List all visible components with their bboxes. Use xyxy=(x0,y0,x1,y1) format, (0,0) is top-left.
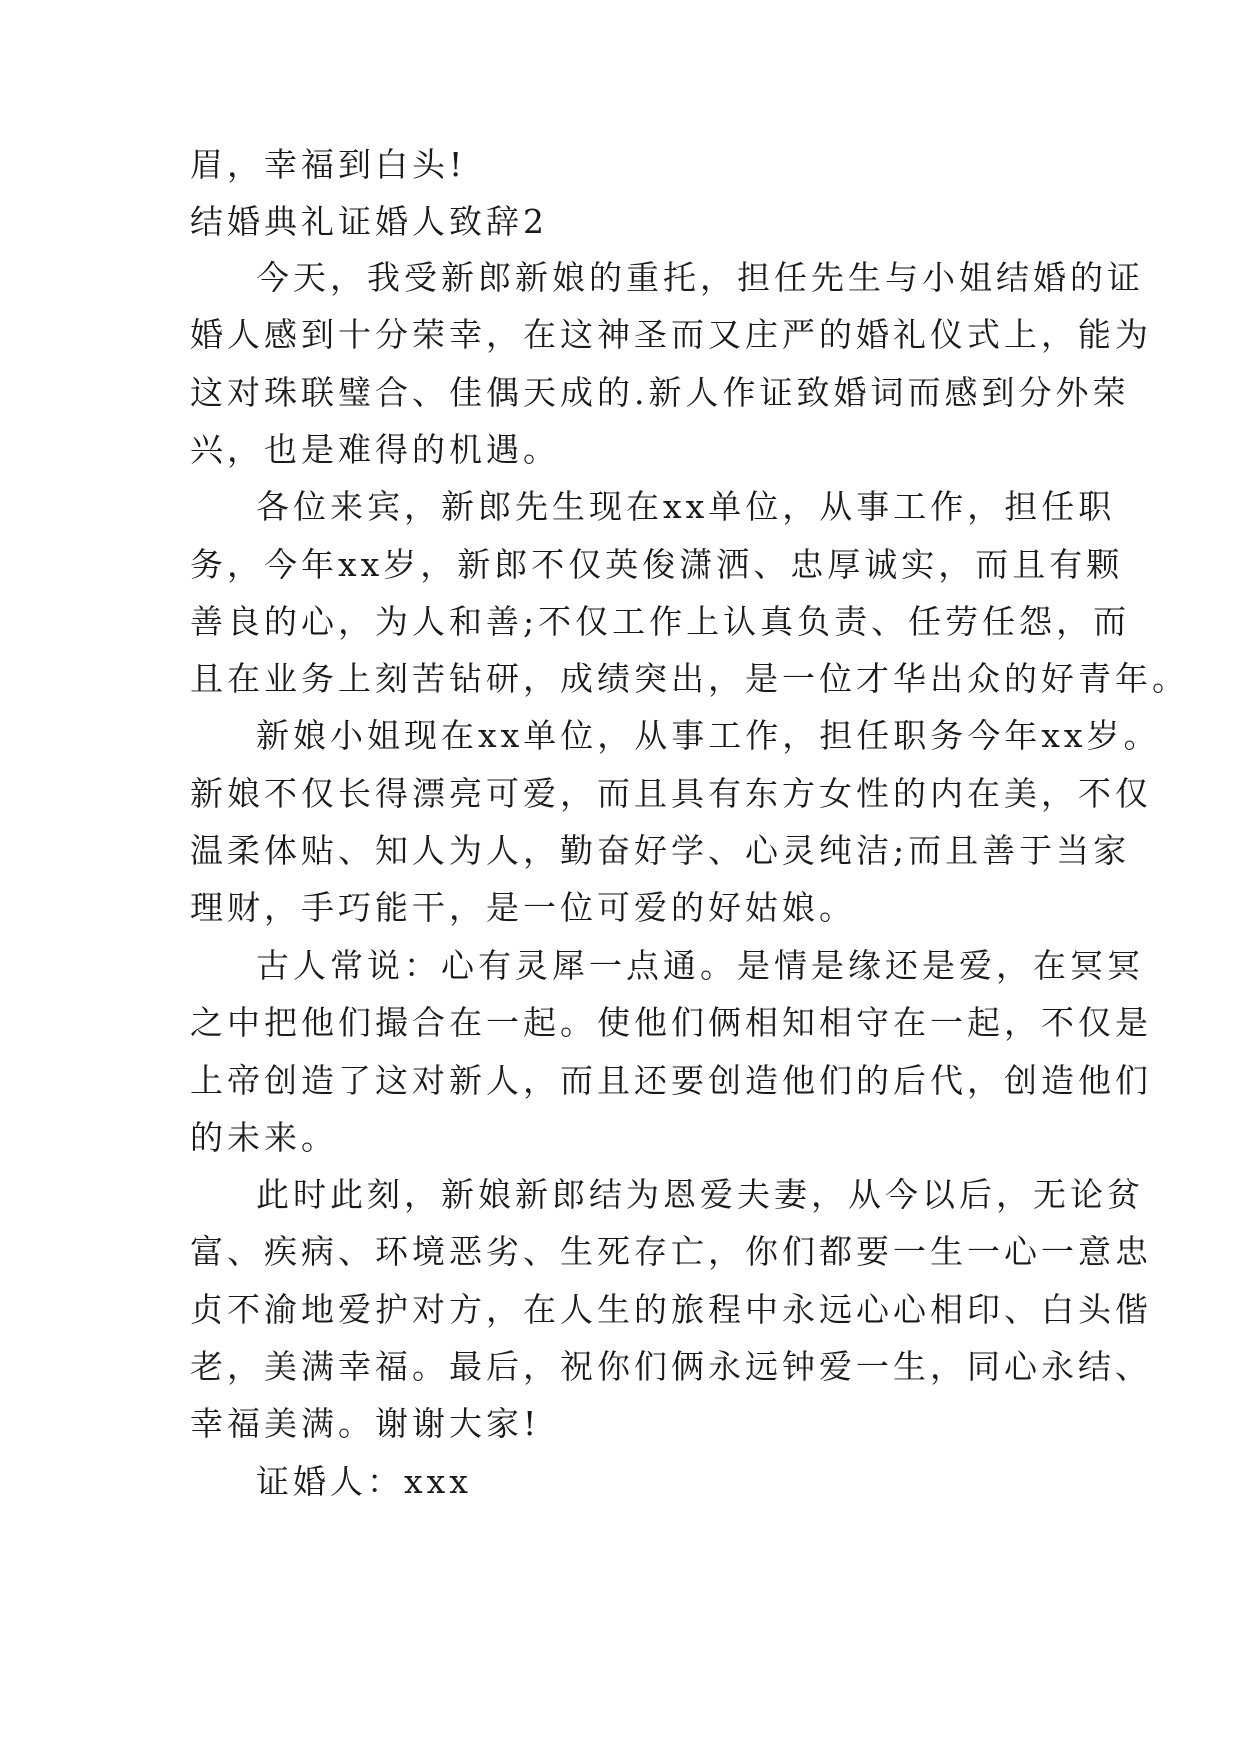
signature-line: 证婚人：xxx xyxy=(256,1462,472,1501)
text-line: 新娘小姐现在xx单位，从事工作，担任职务今年xx岁。 xyxy=(256,716,1161,755)
text-line: 务，今年xx岁，新郎不仅英俊潇洒、忠厚诚实，而且有颗 xyxy=(190,545,1124,584)
text-line: 这对珠联璧合、佳偶天成的.新人作证致婚词而感到分外荣 xyxy=(190,373,1130,412)
text-line: 且在业务上刻苦钻研，成绩突出，是一位才华出众的好青年。 xyxy=(190,659,1189,698)
text-line: 理财，手巧能干，是一位可爱的好姑娘。 xyxy=(190,888,856,927)
text-line: 婚人感到十分荣幸，在这神圣而又庄严的婚礼仪式上，能为 xyxy=(190,315,1152,354)
text-line: 此时此刻，新娘新郎结为恩爱夫妻，从今以后，无论贫 xyxy=(256,1175,1144,1214)
text-line: 眉，幸福到白头! xyxy=(190,145,467,184)
text-line: 之中把他们撮合在一起。使他们俩相知相守在一起，不仅是 xyxy=(190,1003,1152,1042)
text-line: 老，美满幸福。最后，祝你们俩永远钟爱一生，同心永结、 xyxy=(190,1347,1152,1386)
text-line: 新娘不仅长得漂亮可爱，而且具有东方女性的内在美，不仅 xyxy=(190,774,1152,813)
text-line: 贞不渝地爱护对方，在人生的旅程中永远心心相印、白头偕 xyxy=(190,1290,1152,1329)
text-line: 各位来宾，新郎先生现在xx单位，从事工作，担任职 xyxy=(256,487,1116,526)
text-line: 上帝创造了这对新人，而且还要创造他们的后代，创造他们 xyxy=(190,1061,1152,1100)
section-heading: 结婚典礼证婚人致辞2 xyxy=(190,202,548,241)
text-line: 温柔体贴、知人为人，勤奋好学、心灵纯洁;而且善于当家 xyxy=(190,831,1131,870)
text-line: 今天，我受新郎新娘的重托，担任先生与小姐结婚的证 xyxy=(256,258,1144,297)
text-line: 的未来。 xyxy=(190,1118,338,1157)
text-line: 富、疾病、环境恶劣、生死存亡，你们都要一生一心一意忠 xyxy=(190,1232,1152,1271)
text-line: 兴，也是难得的机遇。 xyxy=(190,430,560,469)
text-line: 古人常说：心有灵犀一点通。是情是缘还是爱，在冥冥 xyxy=(256,946,1144,985)
text-line: 幸福美满。谢谢大家! xyxy=(190,1404,541,1443)
text-line: 善良的心，为人和善;不仅工作上认真负责、任劳任怨，而 xyxy=(190,602,1131,641)
